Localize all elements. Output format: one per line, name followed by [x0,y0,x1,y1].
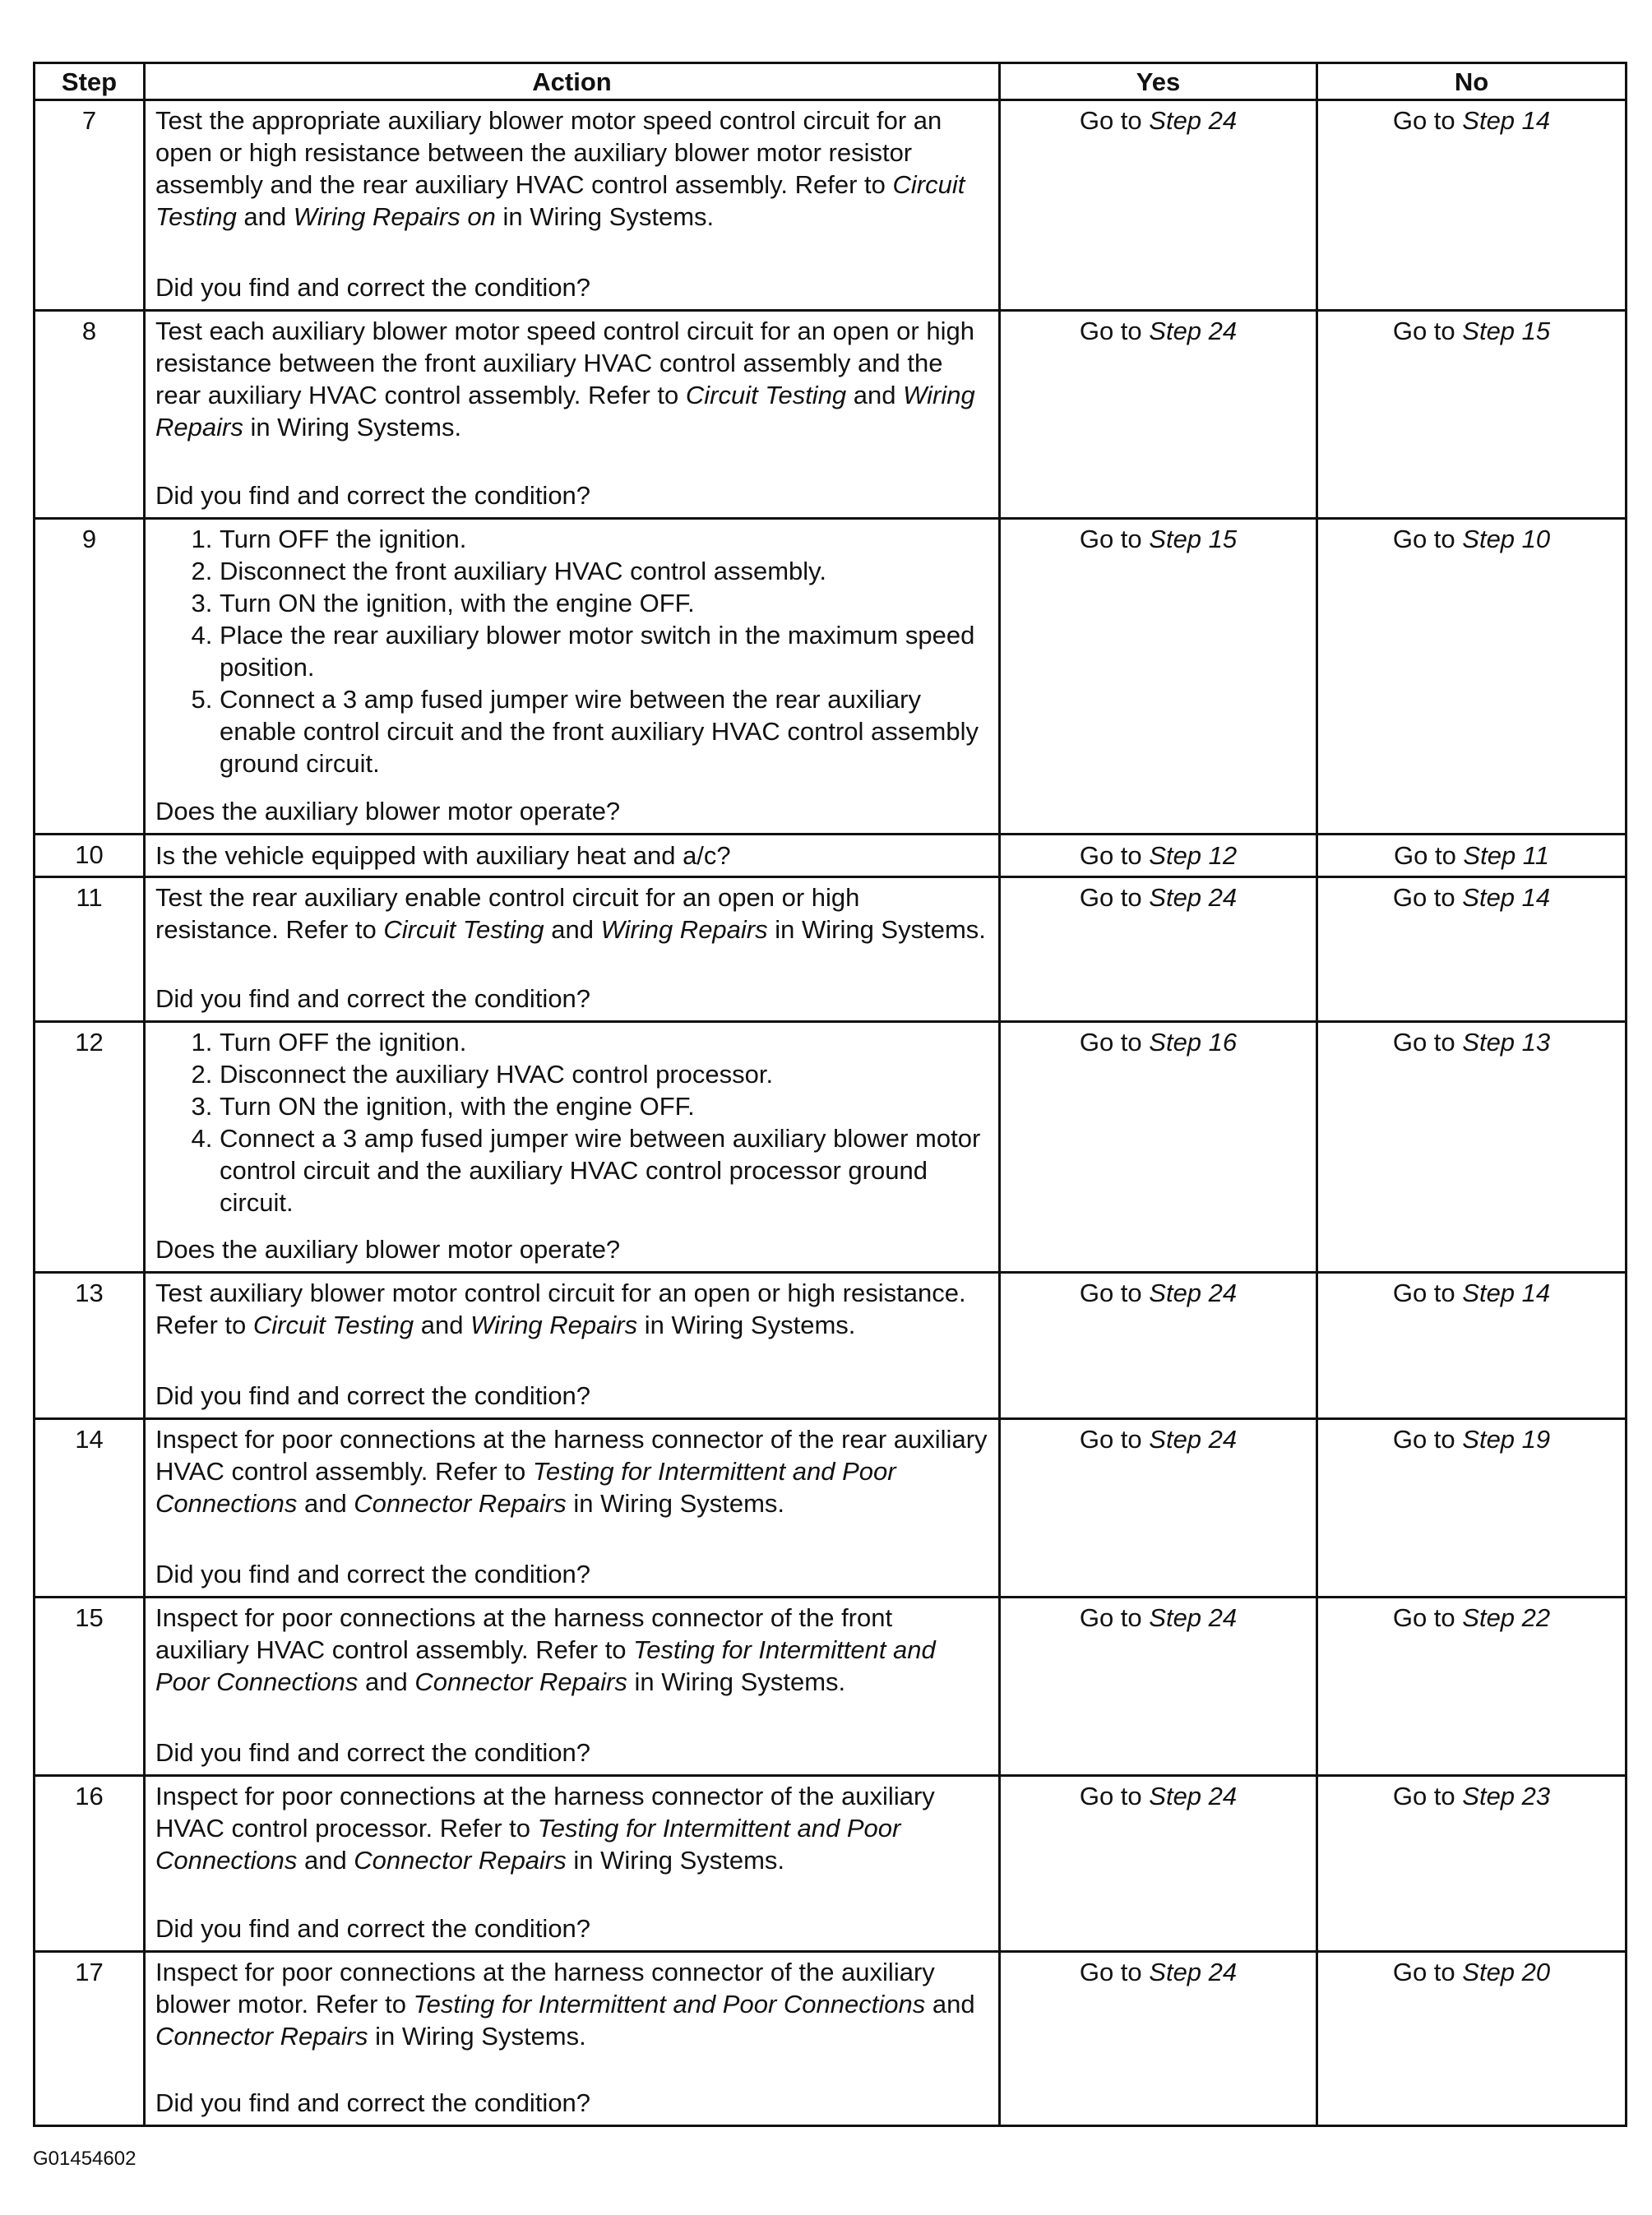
instruction-text: and [297,1489,354,1518]
action-instructions [155,315,988,443]
figure-id: G01454602 [33,2148,137,2170]
instruction-text: and [414,1311,471,1339]
action-cell [145,877,1000,1022]
instruction-text: in Wiring Systems. [637,1311,856,1339]
yes-goto-prefix: Go to [1079,841,1150,870]
instruction-text: and [544,915,601,944]
no-result [1317,1952,1627,2126]
instruction-text: and [236,202,294,231]
reference-link-text: Testing for Intermittent and Poor Connections [413,1990,926,2018]
no-goto-prefix: Go to [1392,317,1463,345]
no-goto-prefix: Go to [1392,1279,1463,1307]
table-row [35,1776,1627,1952]
instruction-text: in Wiring Systems. [566,1489,785,1518]
no-goto-step: Step 14 [1462,883,1551,912]
no-goto-step: Step 13 [1462,1028,1551,1057]
no-result [1317,519,1627,835]
instruction-text: in Wiring Systems. [627,1667,846,1696]
reference-link-text: Circuit Testing [252,1311,414,1339]
yes-goto-step: Step 24 [1149,1958,1238,1986]
action-instructions [155,1956,988,2052]
action-question: Did you find and correct the condition? [155,2088,591,2117]
yes-goto-step: Step 16 [1149,1028,1238,1057]
table-header-row [35,63,1627,100]
action-instructions [155,1780,988,1876]
instruction-text: in Wiring Systems. [566,1846,785,1875]
yes-result [1000,1022,1317,1273]
instruction-text: Test the appropriate auxiliary blower motor speed control circuit for an open or high resistance between the auxiliary blower motor resistor assembly and the rear auxiliary HVAC control assembly. Refer to [155,106,942,199]
no-goto-prefix: Go to [1392,883,1463,912]
yes-goto-step: Step 24 [1149,1425,1238,1454]
step-number: 11 [35,877,145,1022]
instruction-text: in Wiring Systems. [243,413,462,442]
yes-goto-prefix: Go to [1079,1279,1150,1307]
reference-link-text: Wiring Repairs [470,1311,638,1339]
action-question: Did you find and correct the condition? [155,1381,591,1410]
action-question: Is the vehicle equipped with auxiliary heat and a/c? [155,841,731,870]
reference-link-text: Circuit Testing [155,170,965,231]
no-result [1317,100,1627,311]
no-goto-step: Step 22 [1462,1603,1551,1632]
no-goto-prefix: Go to [1392,106,1463,135]
reference-link-text: Testing for Intermittent and Poor Connections [155,1457,896,1518]
action-cell [145,1952,1000,2126]
action-cell [145,519,1000,835]
yes-result [1000,1776,1317,1952]
table-row [35,1419,1627,1598]
step-number: 17 [35,1952,145,2126]
header-action: Action [145,63,1000,100]
instruction-text: and [358,1667,415,1696]
action-cell [145,1776,1000,1952]
no-result [1317,835,1627,877]
procedure-item: 1. Turn OFF the ignition. [220,523,988,555]
yes-goto-step: Step 24 [1149,1279,1238,1307]
action-cell [145,100,1000,311]
instruction-text: Test each auxiliary blower motor speed control circuit for an open or high resistance between the front auxiliary HVAC control assembly and the rear auxiliary HVAC control assembly. Refer to [155,317,974,409]
no-goto-prefix: Go to [1392,1782,1463,1810]
procedure-item: 1. Turn OFF the ignition. [220,1026,988,1058]
no-result [1317,1273,1627,1419]
no-goto-step: Step 20 [1462,1958,1551,1986]
no-goto-prefix: Go to [1392,1603,1463,1632]
instruction-text: and [846,381,904,409]
no-goto-prefix: Go to [1392,1958,1463,1986]
header-no: No [1317,63,1627,100]
yes-goto-prefix: Go to [1079,1028,1150,1057]
reference-link-text: Testing for Intermittent and Poor Connections [155,1814,901,1875]
procedure-item: 4. Connect a 3 amp fused jumper wire between auxiliary blower motor control circuit and the auxiliary HVAC control processor ground circuit. [220,1122,988,1218]
yes-goto-prefix: Go to [1079,1425,1150,1454]
procedure-item: 2. Disconnect the auxiliary HVAC control processor. [220,1058,988,1090]
header-yes: Yes [1000,63,1317,100]
diagnostic-table [33,62,1627,2127]
yes-result [1000,877,1317,1022]
table-row [35,311,1627,519]
yes-goto-step: Step 24 [1149,106,1238,135]
action-question: Does the auxiliary blower motor operate? [155,1235,621,1264]
yes-goto-prefix: Go to [1079,1603,1150,1632]
action-question: Did you find and correct the condition? [155,1914,591,1943]
procedure-list [155,523,988,779]
no-goto-prefix: Go to [1392,525,1463,553]
step-number: 13 [35,1273,145,1419]
action-question: Did you find and correct the condition? [155,481,591,510]
reference-link-text: Connector Repairs [354,1489,567,1518]
instruction-text: in Wiring Systems. [767,915,986,944]
table-row [35,877,1627,1022]
no-goto-step: Step 11 [1463,841,1549,870]
instruction-text: Inspect for poor connections at the harness connector of the auxiliary blower motor. Refer to [155,1958,935,2018]
action-question: Did you find and correct the condition? [155,273,591,302]
no-goto-prefix: Go to [1392,1028,1463,1057]
no-goto-step: Step 14 [1462,1279,1551,1307]
instruction-text: Inspect for poor connections at the harness connector of the front auxiliary HVAC control assembly. Refer to [155,1603,893,1664]
header-step: Step [35,63,145,100]
step-number: 7 [35,100,145,311]
step-number: 9 [35,519,145,835]
yes-goto-step: Step 24 [1149,883,1238,912]
yes-goto-prefix: Go to [1079,525,1150,553]
action-cell [145,835,1000,877]
action-question: Does the auxiliary blower motor operate? [155,797,621,825]
action-question: Did you find and correct the condition? [155,984,591,1013]
no-result [1317,311,1627,519]
step-number: 14 [35,1419,145,1598]
action-instructions [155,1277,988,1341]
instruction-text: in Wiring Systems. [368,2022,586,2051]
procedure-item: 3. Turn ON the ignition, with the engine OFF. [220,1090,988,1122]
no-result [1317,1598,1627,1776]
table-row [35,1952,1627,2126]
yes-result [1000,519,1317,835]
instruction-text: Test auxiliary blower motor control circuit for an open or high resistance. Refer to [155,1279,966,1339]
procedure-list [155,1026,988,1218]
instruction-text: Inspect for poor connections at the harness connector of the rear auxiliary HVAC control assembly. Refer to [155,1425,988,1486]
no-goto-step: Step 23 [1462,1782,1551,1810]
table-row [35,100,1627,311]
reference-link-text: Circuit Testing [685,381,847,409]
instruction-text: and [297,1846,354,1875]
step-number: 10 [35,835,145,877]
no-goto-step: Step 19 [1462,1425,1551,1454]
instruction-text: Inspect for poor connections at the harness connector of the auxiliary HVAC control processor. Refer to [155,1782,935,1843]
procedure-item: 4. Place the rear auxiliary blower motor switch in the maximum speed position. [220,619,988,683]
yes-result [1000,1273,1317,1419]
table-row [35,1273,1627,1419]
reference-link-text: Circuit Testing [383,915,544,944]
yes-result [1000,1952,1317,2126]
instruction-text: in Wiring Systems. [495,202,715,231]
yes-goto-prefix: Go to [1079,1958,1150,1986]
action-cell [145,1598,1000,1776]
action-cell [145,1273,1000,1419]
step-number: 8 [35,311,145,519]
action-cell [145,1419,1000,1598]
reference-link-text: Connector Repairs [414,1667,627,1696]
action-cell [145,1022,1000,1273]
no-goto-step: Step 10 [1462,525,1551,553]
yes-goto-prefix: Go to [1079,883,1150,912]
yes-goto-step: Step 24 [1149,1782,1238,1810]
reference-link-text: Connector Repairs [354,1846,567,1875]
yes-result [1000,311,1317,519]
yes-goto-step: Step 24 [1149,1603,1238,1632]
reference-link-text: Wiring Repairs on [293,202,496,231]
procedure-item: 5. Connect a 3 amp fused jumper wire between the rear auxiliary enable control circuit and the front auxiliary HVAC control assembly ground circuit. [220,683,988,779]
reference-link-text: Connector Repairs [155,2022,368,2051]
no-goto-prefix: Go to [1393,841,1464,870]
no-result [1317,877,1627,1022]
no-result [1317,1776,1627,1952]
yes-goto-prefix: Go to [1079,1782,1150,1810]
instruction-text: and [925,1990,975,2018]
yes-goto-prefix: Go to [1079,317,1150,345]
reference-link-text: Wiring Repairs [155,381,975,442]
step-number: 15 [35,1598,145,1776]
yes-goto-step: Step 15 [1149,525,1238,553]
action-instructions [155,881,988,946]
yes-result [1000,1598,1317,1776]
yes-result [1000,1419,1317,1598]
action-question: Did you find and correct the condition? [155,1560,591,1588]
action-instructions [155,104,988,233]
instruction-text: Test the rear auxiliary enable control circuit for an open or high resistance. Refer to [155,883,860,944]
reference-link-text: Testing for Intermittent and Poor Connections [155,1635,936,1696]
no-goto-prefix: Go to [1392,1425,1463,1454]
reference-link-text: Wiring Repairs [600,915,768,944]
table-row [35,519,1627,835]
step-number: 12 [35,1022,145,1273]
yes-goto-step: Step 24 [1149,317,1238,345]
step-number: 16 [35,1776,145,1952]
procedure-item: 2. Disconnect the front auxiliary HVAC control assembly. [220,555,988,587]
table-row [35,1598,1627,1776]
yes-goto-step: Step 12 [1149,841,1238,870]
no-result [1317,1022,1627,1273]
no-result [1317,1419,1627,1598]
yes-goto-prefix: Go to [1079,106,1150,135]
action-question: Did you find and correct the condition? [155,1738,591,1767]
table-row [35,835,1627,877]
table-body [35,100,1627,2126]
action-instructions [155,1423,988,1519]
action-cell [145,311,1000,519]
no-goto-step: Step 14 [1462,106,1551,135]
yes-result [1000,835,1317,877]
yes-result [1000,100,1317,311]
table-row [35,1022,1627,1273]
action-instructions [155,1602,988,1698]
procedure-item: 3. Turn ON the ignition, with the engine OFF. [220,587,988,619]
no-goto-step: Step 15 [1462,317,1551,345]
